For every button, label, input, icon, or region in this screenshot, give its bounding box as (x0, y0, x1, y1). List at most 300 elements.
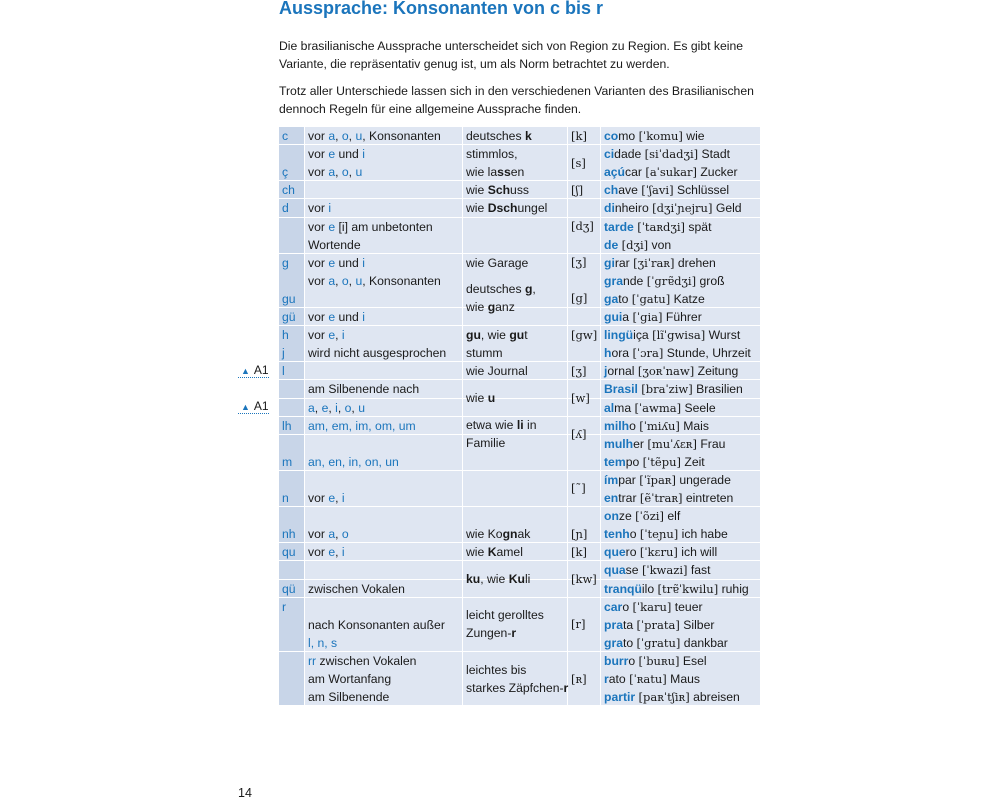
ipa-cell (571, 380, 600, 415)
text-run: car (625, 165, 646, 180)
ipa-transcription: [ˈkaru] (632, 599, 672, 614)
text-run: Seele (681, 400, 716, 415)
text-run: e (328, 328, 336, 343)
ipa-symbol: [dʒ] (571, 219, 594, 234)
rule-cell (308, 580, 462, 597)
text-run: , (348, 129, 356, 143)
example-cell (604, 453, 760, 470)
rule-cell (308, 145, 462, 162)
text-run: ornal (607, 364, 638, 379)
ipa-transcription: [ˈbuʀu] (638, 653, 680, 668)
text-run: Zeitung (694, 364, 739, 379)
level-label: A1 (253, 363, 269, 377)
rule-cell (308, 199, 462, 216)
text-run: e (328, 147, 336, 162)
ipa-cell (571, 525, 600, 542)
comparison-cell (466, 326, 567, 343)
comparison-cell (466, 254, 567, 271)
highlighted-letters: ch (604, 183, 619, 198)
highlighted-letters: tir (622, 690, 636, 705)
highlighted-letters: de (604, 237, 619, 252)
text-run: am Wortanfang (308, 672, 392, 686)
text-run: nach Konsonanten außer (308, 617, 445, 632)
text-run: r (511, 626, 517, 641)
text-run: Silber (679, 617, 715, 632)
example-cell (604, 272, 760, 289)
text-run: wie (466, 201, 488, 216)
ipa-cell (571, 254, 600, 271)
example-cell (604, 634, 760, 651)
text-run: ze (618, 509, 636, 524)
letter: m (282, 454, 293, 469)
level-marker-1 (238, 363, 269, 378)
text-run: zwischen Vokalen (316, 653, 417, 668)
text-run: , (348, 165, 356, 180)
letter-cell (282, 417, 304, 434)
letter: qü (282, 581, 296, 596)
text-run: par (618, 472, 640, 487)
rule-cell (308, 308, 462, 325)
highlighted-letters: gra (604, 635, 623, 650)
text-run: Sch (487, 183, 511, 198)
text-run: gn (502, 527, 518, 542)
letter-cell (282, 254, 304, 271)
letter-cell (282, 453, 304, 470)
example-cell (604, 580, 760, 597)
example-cell (604, 471, 760, 488)
text-run: ato (608, 672, 630, 686)
ipa-transcription: [ˈgratu] (636, 635, 681, 650)
letter: r (282, 599, 287, 614)
text-run: uss (510, 183, 530, 198)
example-cell (604, 399, 760, 416)
text-run: in (523, 418, 537, 433)
rule-cell (308, 163, 462, 180)
ipa-transcription: [ˈteɲu] (639, 527, 679, 542)
text-run: zwischen Vokalen (308, 581, 405, 596)
rule-cell (308, 634, 462, 651)
text-run: deutsches (466, 282, 525, 297)
page-number: 14 (238, 786, 252, 800)
text-run: am, em, im, om, um (308, 418, 416, 433)
comparison-line (466, 362, 567, 380)
rule-cell (308, 399, 462, 416)
ipa-transcription: [ˈɔra] (632, 346, 664, 361)
ipa-transcription: [ˈʃavi] (641, 183, 674, 198)
ipa-transcription: [ˈʀatu] (629, 672, 667, 686)
text-run: vor (308, 255, 329, 270)
level-label: A1 (253, 399, 269, 413)
text-run: a (622, 310, 633, 324)
rule-cell (308, 489, 462, 506)
ipa-symbol: [ɲ] (571, 526, 588, 541)
text-run: amel (496, 545, 523, 560)
rule-cell (308, 453, 462, 470)
text-run: elf (663, 509, 681, 524)
text-run: ruhig (718, 581, 749, 596)
text-run: , (337, 400, 345, 415)
text-run: ich will (677, 545, 718, 560)
comparison-line (466, 606, 567, 624)
text-run: e (321, 400, 329, 415)
text-run: po (625, 454, 643, 469)
text-run: Esel (679, 653, 707, 668)
text-run: vor (308, 129, 329, 143)
text-run: u (358, 400, 365, 415)
text-run: Zungen- (466, 626, 512, 641)
text-run: groß (696, 273, 725, 288)
level-marker-2 (238, 399, 269, 414)
text-run: wie la (466, 165, 498, 180)
text-run: wie (466, 300, 488, 315)
text-run: Wurst (705, 328, 741, 343)
rule-cell (308, 218, 462, 235)
comparison-line (466, 163, 567, 181)
ipa-cell (571, 561, 600, 596)
letter-cell (282, 163, 304, 180)
highlighted-letters: car (604, 599, 623, 614)
highlighted-letters: gi (604, 255, 615, 270)
text-run: k (524, 129, 532, 143)
text-run: Dsch (487, 201, 518, 216)
comparison-cell (466, 362, 567, 379)
highlighted-letters: que (604, 545, 626, 560)
letter-cell (282, 344, 304, 361)
letter-cell (282, 525, 304, 542)
text-run: o (341, 527, 349, 542)
letter: ç (282, 165, 289, 180)
text-run: Wortende (308, 237, 361, 252)
text-run: t (524, 328, 528, 343)
text-run: wie Garage (466, 255, 529, 270)
text-run: mo (618, 129, 639, 143)
highlighted-letters: Brasil (604, 382, 638, 397)
ipa-transcription: [paʀˈtʃiʀ] (638, 690, 690, 705)
text-run: wie (466, 390, 488, 405)
example-cell (604, 543, 760, 560)
ipa-transcription: [ˈĩpaʀ] (639, 472, 676, 487)
comparison-line (466, 181, 567, 199)
highlighted-letters: de (619, 219, 634, 234)
text-run: i (362, 310, 365, 324)
ipa-cell (571, 543, 600, 560)
text-run: ich habe (678, 527, 728, 542)
text-run: , (532, 282, 536, 297)
comparison-cell (466, 380, 567, 415)
highlighted-letters: qua (604, 563, 626, 578)
text-run: Mais (679, 418, 709, 433)
letter: g (282, 255, 289, 270)
text-run: o (629, 418, 640, 433)
text-run: i (341, 545, 345, 560)
letter: gu (282, 291, 296, 306)
text-run: o (628, 653, 639, 668)
text-run: ma (614, 400, 635, 415)
text-run: a (308, 400, 315, 415)
text-run: Zeit (680, 454, 705, 469)
example-cell (604, 688, 760, 705)
text-run: leichtes bis (466, 662, 527, 677)
comparison-line (466, 624, 567, 642)
letter: c (282, 129, 289, 143)
text-run: vor (308, 219, 329, 234)
text-run: Katze (670, 291, 705, 306)
highlighted-letters: r (604, 672, 609, 686)
text-run: deutsches (466, 129, 525, 143)
text-run: ss (497, 165, 511, 180)
text-run: ilo (641, 581, 658, 596)
comparison-line (466, 326, 567, 344)
letter: gü (282, 310, 296, 324)
text-run: er (633, 436, 648, 451)
letter-cell (282, 580, 304, 597)
comparison-line (466, 127, 567, 145)
rule-cell (308, 344, 462, 361)
comparison-cell (466, 598, 567, 651)
rule-cell (308, 688, 462, 705)
text-run: leicht gerolltes (466, 608, 544, 623)
comparison-line (466, 434, 567, 452)
comparison-cell (466, 561, 567, 596)
text-run: , Konsonanten (362, 129, 441, 143)
comparison-line (466, 199, 567, 217)
example-cell (604, 670, 760, 687)
text-run: , (335, 165, 342, 180)
rule-cell (308, 254, 462, 271)
text-run: am Silbenende nach (308, 382, 420, 397)
text-run: i (341, 491, 345, 505)
text-run: nde (622, 273, 647, 288)
ipa-symbol: [s] (571, 155, 586, 170)
rule-cell (308, 380, 462, 397)
text-run: , (328, 400, 336, 415)
text-run: g (487, 300, 496, 315)
rule-cell (308, 326, 462, 343)
example-cell (604, 181, 760, 198)
text-run: , (351, 400, 359, 415)
ipa-symbol: [kw] (571, 571, 597, 586)
text-run: drehen (674, 255, 716, 270)
text-run: gu (509, 328, 525, 343)
ipa-transcription: [dʒiˈɲejru] (652, 201, 713, 216)
text-run: stimmlos, (466, 147, 518, 162)
text-run: a (328, 129, 336, 143)
text-run: vor (308, 147, 329, 162)
highlighted-letters: lingü (604, 328, 634, 343)
comparison-line (466, 570, 567, 588)
highlighted-letters: açú (604, 165, 626, 180)
text-run: u (487, 390, 496, 405)
text-run: li (524, 571, 531, 586)
text-run: i (341, 328, 345, 343)
highlighted-letters: pra (604, 617, 623, 632)
text-run: wird nicht ausgesprochen (308, 346, 447, 361)
text-run: ungel (517, 201, 548, 216)
text-run: Brasilien (692, 382, 743, 397)
text-run: , wie (480, 328, 510, 343)
comparison-cell (466, 417, 567, 452)
text-run: wie Ko (466, 527, 503, 542)
ipa-transcription: [ˈmiʎu] (639, 418, 680, 433)
text-run: r (563, 680, 569, 695)
rule-cell (308, 236, 462, 253)
text-run: [i] am unbetonten (335, 219, 433, 234)
rule-cell (308, 543, 462, 560)
ipa-transcription: [dʒi] (621, 237, 649, 252)
text-run: eintreten (682, 491, 734, 505)
highlighted-letters: tem (604, 454, 626, 469)
text-run: und (335, 255, 363, 270)
text-run: , wie (480, 571, 509, 586)
ipa-symbol: [ʃ] (571, 182, 584, 197)
highlighted-letters: al (604, 400, 615, 415)
rule-cell (308, 652, 462, 669)
letter-cell (282, 489, 304, 506)
letter: qu (282, 545, 296, 560)
text-run: ora (611, 346, 633, 361)
ipa-transcription: [ˈprata] (636, 617, 680, 632)
text-run: dade (614, 147, 645, 162)
ipa-symbol: [ʒ] (571, 363, 587, 378)
text-run: , (335, 527, 342, 542)
text-run: o (629, 527, 640, 542)
text-run: ta (622, 617, 637, 632)
text-run: i (362, 255, 365, 270)
text-run: o (341, 273, 349, 288)
ipa-symbol: [r] (571, 617, 586, 632)
text-run: e (328, 545, 336, 560)
text-run: , (335, 545, 342, 560)
text-run: o (341, 129, 349, 143)
letter: d (282, 201, 289, 216)
comparison-cell (466, 344, 567, 361)
highlighted-letters: ím (604, 472, 619, 487)
ipa-transcription: [ˈkɛru] (639, 545, 678, 560)
example-cell (604, 598, 760, 615)
letter-cell (282, 181, 304, 198)
comparison-cell (466, 525, 567, 542)
text-run: l, n, s (308, 635, 338, 650)
ipa-transcription: [lĩˈgwisa] (652, 328, 706, 343)
text-run: vor (308, 491, 329, 505)
text-run: li (516, 418, 524, 433)
ipa-cell (571, 127, 600, 144)
text-run: vor (308, 165, 329, 180)
highlighted-letters: burr (604, 653, 629, 668)
comparison-cell (466, 127, 567, 144)
text-run: g (524, 282, 533, 297)
text-run: Frau (696, 436, 726, 451)
text-run: Führer (662, 310, 702, 324)
text-run: , Konsonanten (362, 273, 441, 288)
highlighted-letters: co (604, 129, 619, 143)
text-run: se (625, 563, 642, 578)
intro-paragraph-2: Trotz aller Unterschiede lassen sich in den verschiedenen Varianten des Brasilianischen dennoch Regeln für eine allgemeine Aussprache finden. (279, 84, 754, 116)
ipa-symbol: [k] (571, 128, 587, 143)
text-run: Zucker (696, 165, 738, 180)
ipa-symbol: [ʀ] (571, 671, 587, 686)
text-run: Ku (508, 571, 525, 586)
ipa-cell (571, 181, 600, 198)
comparison-line (466, 280, 567, 298)
rule-cell (308, 616, 462, 633)
arrow-up-icon: ▲ (241, 402, 250, 412)
ipa-cell (571, 362, 600, 379)
example-cell (604, 199, 760, 216)
text-run: ak (517, 527, 531, 542)
text-run: rr (308, 653, 317, 668)
comparison-line (466, 254, 567, 272)
example-cell (604, 435, 760, 452)
comparison-line (466, 416, 567, 434)
ipa-symbol: [ʒ] (571, 255, 587, 270)
letter-cell (282, 290, 304, 307)
text-run: i (335, 400, 338, 415)
text-run: ro (625, 545, 640, 560)
text-run: nheiro (614, 201, 653, 216)
letter-cell (282, 199, 304, 216)
ipa-cell (571, 199, 600, 252)
intro-paragraph-1: Die brasilianische Aussprache unterscheidet sich von Region zu Region. Es gibt keine Variante, die repräsentativ genug ist, um als Norm betrachtet zu werden. (279, 39, 744, 71)
text-run: trar (618, 491, 640, 505)
text-run: teuer (671, 599, 703, 614)
ipa-transcription: [trɐ̃ˈkwilu] (657, 581, 719, 596)
ipa-transcription: [ˈgrɐ̃dʒi] (646, 273, 697, 288)
ipa-transcription: [ˈkwazi] (641, 563, 688, 578)
text-run: vor (308, 201, 329, 216)
text-run: Stadt (698, 147, 730, 162)
comparison-line (466, 679, 567, 697)
rule-cell (308, 670, 462, 687)
text-run: und (335, 147, 363, 162)
page-title: Aussprache: Konsonanten von c bis r (279, 0, 604, 18)
text-run: e (328, 491, 336, 505)
ipa-transcription: [aˈsukar] (645, 165, 697, 180)
ipa-transcription: [ˈkomu] (638, 129, 683, 143)
comparison-line (466, 661, 567, 679)
ipa-symbol: [w] (571, 390, 590, 405)
text-run: u (355, 129, 363, 143)
ipa-transcription: [braˈziw] (641, 382, 693, 397)
letter: j (282, 346, 285, 361)
rule-cell (308, 272, 462, 289)
letter: l (282, 364, 285, 379)
text-run: o (344, 400, 352, 415)
ipa-transcription: [ˈgia] (632, 310, 663, 324)
text-run: , (314, 400, 322, 415)
text-run: Geld (712, 201, 742, 216)
ipa-cell (571, 652, 600, 705)
letter: ch (282, 183, 295, 198)
text-run: a (328, 527, 336, 542)
text-run: ungerade (675, 472, 731, 487)
rule-cell (308, 127, 462, 144)
example-cell (604, 326, 760, 343)
comparison-cell (466, 199, 567, 216)
example-cell (604, 127, 760, 144)
text-run: o (341, 165, 349, 180)
letter: lh (282, 418, 292, 433)
text-run: vor (308, 545, 329, 560)
text-run: dankbar (680, 635, 728, 650)
text-run: en (510, 165, 525, 180)
text-run: vor (308, 310, 329, 324)
text-run: wie (466, 183, 488, 198)
example-cell (604, 163, 760, 180)
example-cell (604, 344, 760, 361)
comparison-line (466, 525, 567, 543)
letter-cell (282, 326, 304, 343)
